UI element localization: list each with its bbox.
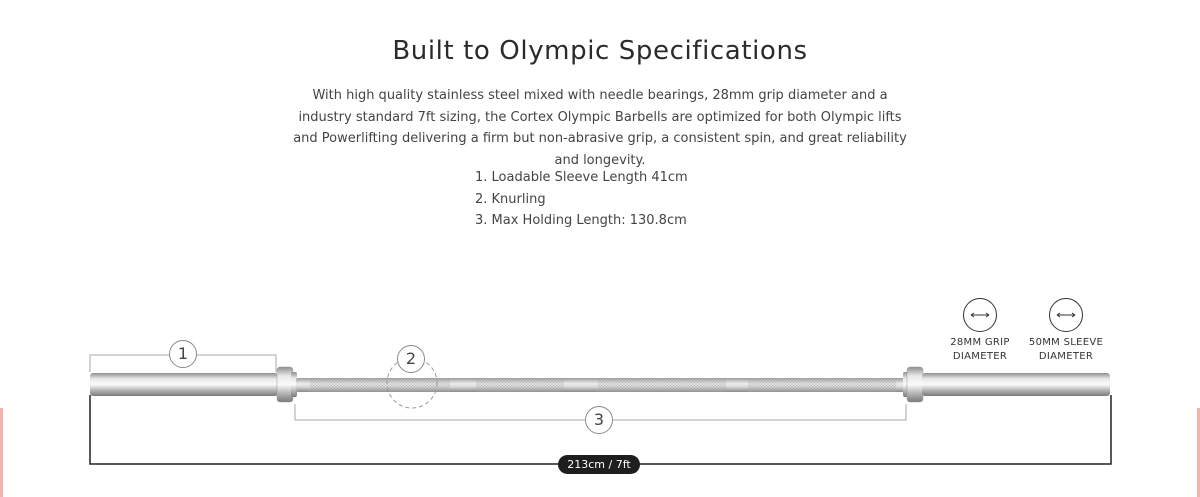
callout-1: 1 <box>169 340 197 368</box>
right-sleeve <box>922 373 1110 396</box>
knurl-left <box>310 378 450 392</box>
sleeve-diameter-label: 50MM SLEEVE DIAMETER <box>1028 337 1104 362</box>
knurl-right <box>748 378 896 392</box>
spec-item-holding-length: 3. Max Holding Length: 130.8cm <box>475 213 687 228</box>
right-collar <box>907 367 923 402</box>
knurl-center-left <box>476 378 564 392</box>
knurl-center-right <box>598 378 726 392</box>
spec-item-knurling: 2. Knurling <box>475 191 546 207</box>
left-sleeve <box>90 373 278 396</box>
total-length-badge: 213cm / 7ft <box>558 455 640 474</box>
grip-diameter-label: 28MM GRIP DIAMETER <box>950 337 1010 362</box>
spec-item-sleeve: 1. Loadable Sleeve Length 41cm <box>475 170 688 185</box>
section-title: Built to Olympic Specifications <box>392 36 808 66</box>
section-description: With high quality stainless steel mixed with needle bearings, 28mm grip diameter and a industry standard 7ft sizing, the Cortex Olympic Barbells are optimized for both Olympic lifts and Powerlifting delivering a firm but non-abrasive grip, a consistent spin, and great reliability and longevity. <box>293 88 907 168</box>
callout-2: 2 <box>397 345 425 373</box>
sleeve-diameter-icon <box>1049 298 1083 332</box>
callout-3: 3 <box>585 406 613 434</box>
left-collar <box>277 367 293 402</box>
grip-diameter-icon <box>963 298 997 332</box>
